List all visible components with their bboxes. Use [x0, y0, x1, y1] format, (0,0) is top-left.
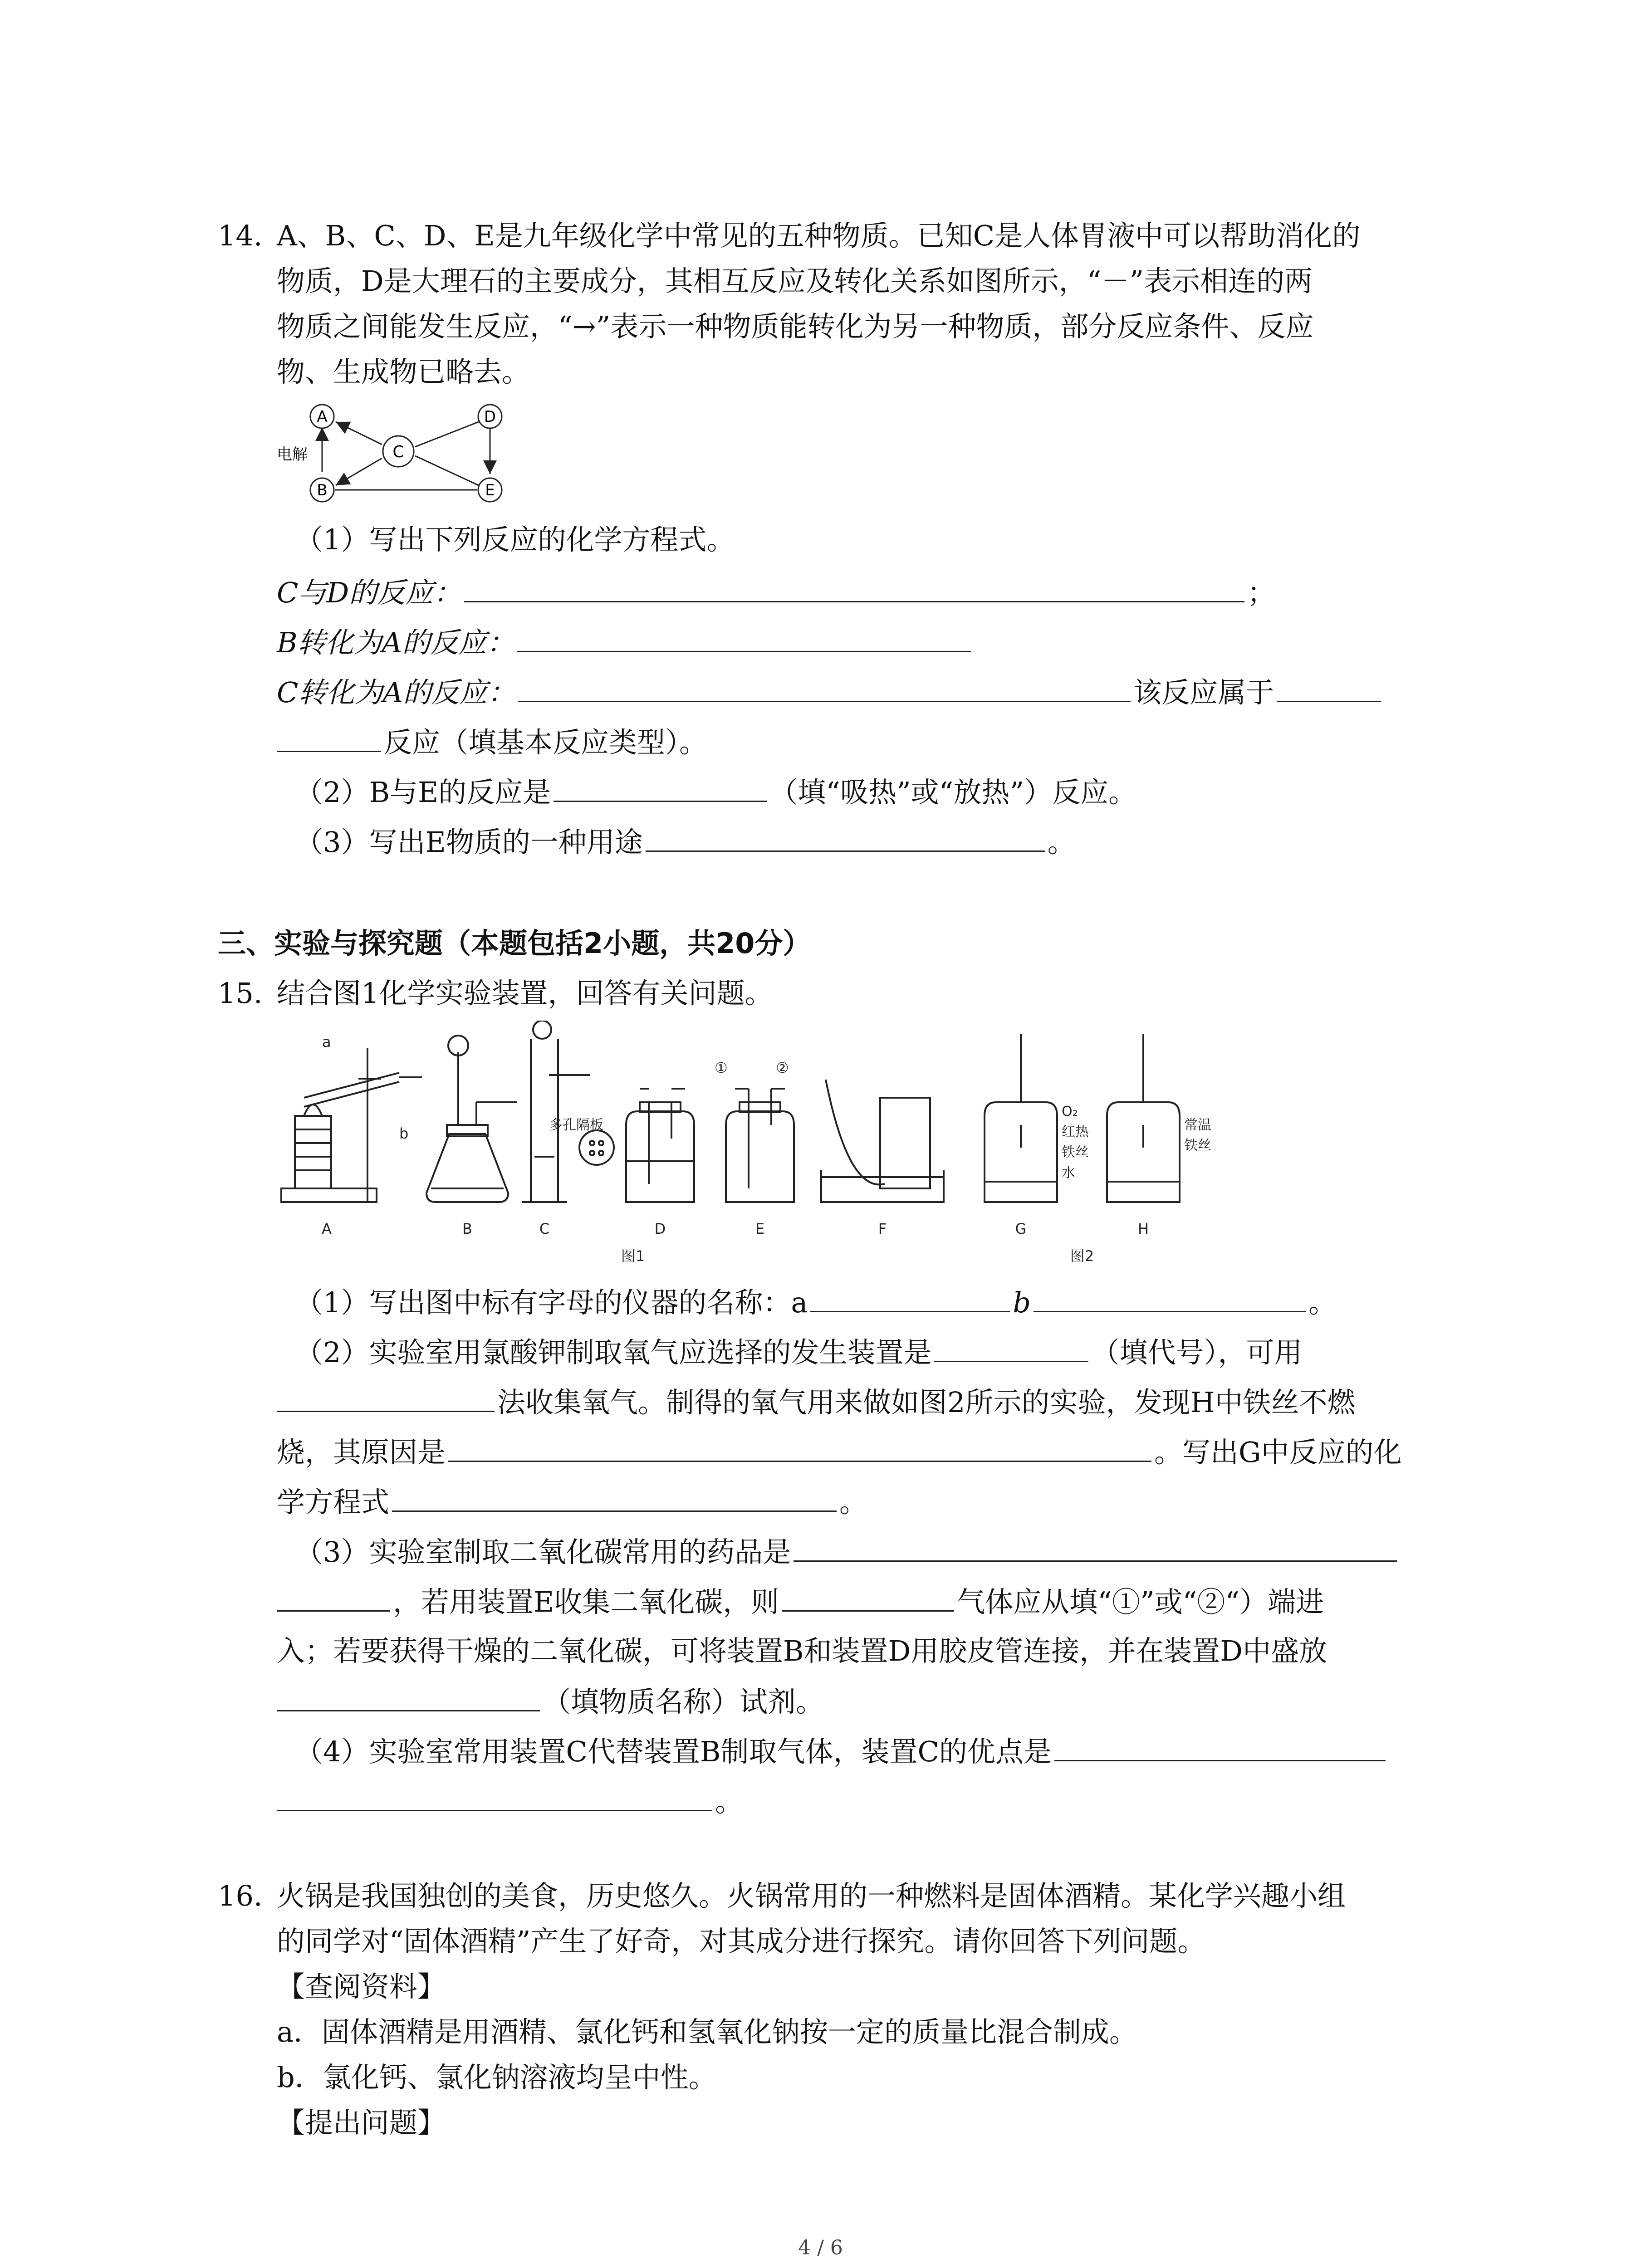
q14-cd-label: C与D的反应： — [277, 576, 462, 609]
fig-label-a: a — [322, 1033, 331, 1051]
q14-relation-diagram — [277, 399, 522, 513]
fig-port-1: ① — [715, 1059, 728, 1076]
q14-ca-row2 — [277, 719, 707, 765]
q16-question-title: 【提出问题】 — [277, 2106, 446, 2139]
q14-ca-mid: 该反应属于 — [1133, 676, 1274, 709]
q14-part2-hint: （填“吸热”或“放热”）反应。 — [769, 776, 1137, 809]
svg-text:D: D — [484, 408, 496, 426]
q15-apparatus-figure — [277, 1021, 1230, 1275]
diagram-node-d — [478, 405, 502, 428]
fig-label-iron-wire: 铁丝 — [1062, 1144, 1089, 1160]
fig1-caption: 图1 — [621, 1247, 645, 1265]
fig-letter-f: F — [878, 1220, 887, 1237]
q15-p2-row3 — [277, 1429, 1402, 1475]
fig-letter-d: D — [654, 1220, 666, 1237]
svg-text:A: A — [317, 408, 328, 426]
q15-p1-label: （1）写出图中标有字母的仪器的名称：a — [295, 1286, 808, 1319]
q15-p4-row1 — [295, 1728, 1388, 1774]
q14-ca-row — [277, 669, 1384, 715]
q15-blank-port[interactable] — [782, 1579, 954, 1612]
q14-cd-blank[interactable] — [464, 569, 1244, 602]
q14-text-line4: 物、生成物已略去。 — [277, 355, 530, 388]
q15-p3-row1 — [295, 1529, 1400, 1575]
q16-text-line2: 的同学对“固体酒精”产生了好奇，对其成分进行探究。请你回答下列问题。 — [277, 1925, 1206, 1958]
diagram-node-e — [478, 478, 502, 502]
fig-letter-g: G — [1015, 1220, 1027, 1237]
q15-p3-a: （3）实验室制取二氧化碳常用的药品是 — [295, 1535, 791, 1569]
q15-blank-reason[interactable] — [448, 1429, 1151, 1462]
q14-part2-row — [295, 769, 1136, 815]
fig-label-iron-wire-h: 铁丝 — [1184, 1138, 1211, 1154]
fig-letter-h: H — [1137, 1220, 1149, 1237]
q14-part3-end: 。 — [1047, 826, 1076, 859]
q15-p3-row2 — [277, 1579, 1324, 1625]
q15-p1-end: 。 — [1308, 1286, 1337, 1319]
q14-ba-row — [277, 619, 974, 665]
q15-p2-row1 — [295, 1329, 1302, 1375]
q16-ref-title: 【查阅资料】 — [277, 1970, 446, 2003]
section3-heading: 三、实验与探究题（本题包括2小题，共20分） — [218, 927, 811, 960]
q14-text-line1: A、B、C、D、E是九年级化学中常见的五种物质。已知C是人体胃液中可以帮助消化的 — [277, 219, 1361, 252]
q15-p3-row4 — [277, 1678, 824, 1725]
q15-blank-b[interactable] — [1034, 1279, 1306, 1312]
q14-number: 14. — [218, 219, 263, 252]
svg-text:E: E — [485, 481, 495, 499]
fig2-caption: 图2 — [1070, 1247, 1094, 1265]
q14-ca-blank[interactable] — [518, 669, 1131, 702]
fig-letter-c: C — [539, 1220, 550, 1237]
diagram-node-b — [310, 478, 334, 502]
q14-type-blank-b[interactable] — [277, 719, 381, 752]
q15-blank-reagent[interactable] — [277, 1678, 540, 1711]
fig-label-o2: O₂ — [1062, 1104, 1078, 1119]
q15-p1-b: b — [1013, 1286, 1031, 1319]
q15-p2-e: 。写出G中反应的化 — [1154, 1436, 1402, 1469]
svg-text:B: B — [317, 481, 328, 499]
q14-type-blank-a[interactable] — [1277, 669, 1381, 702]
q15-p2-row2 — [277, 1379, 1356, 1425]
q14-cd-row — [277, 569, 1275, 616]
q14-text-line2: 物质，D是大理石的主要成分，其相互反应及转化关系如图所示，“－”表示相连的两 — [277, 264, 1313, 298]
q15-p2-b: （填代号），可用 — [1091, 1336, 1303, 1369]
q15-p3-b: ，若用装置E收集二氧化碳，则 — [393, 1585, 779, 1618]
q15-blank-drugs-a[interactable] — [794, 1529, 1397, 1562]
fig-label-water: 水 — [1062, 1165, 1075, 1181]
q14-part3-label: （3）写出E物质的一种用途 — [295, 826, 643, 859]
fig-letter-a: A — [322, 1220, 332, 1237]
q14-ba-blank[interactable] — [517, 619, 971, 652]
fig-label-room-temp: 常温 — [1184, 1117, 1211, 1133]
diagram-node-c — [383, 436, 414, 467]
q14-part3-blank[interactable] — [646, 819, 1045, 852]
fig-label-porous: 多孔隔板 — [549, 1117, 603, 1133]
q15-blank-collect[interactable] — [277, 1379, 495, 1412]
q15-p3-c: 气体应从填“①”或“②“）端进 — [957, 1585, 1324, 1618]
q16-number: 16. — [218, 1879, 263, 1912]
q14-part3-row — [295, 819, 1076, 865]
q14-ba-label: B转化为A的反应： — [277, 626, 515, 659]
fig-port-2: ② — [776, 1059, 789, 1076]
fig-label-b: b — [399, 1125, 409, 1142]
q15-blank-generator[interactable] — [934, 1329, 1088, 1362]
q15-p2-g: 。 — [839, 1486, 868, 1519]
q15-p2-a: （2）实验室用氯酸钾制取氧气应选择的发生装置是 — [295, 1336, 932, 1369]
q14-text-line3: 物质之间能发生反应，“→”表示一种物质能转化为另一种物质，部分反应条件、反应 — [277, 310, 1314, 343]
q15-p4-end: 。 — [715, 1785, 744, 1818]
q15-p2-f: 学方程式 — [277, 1486, 390, 1519]
q14-part1: （1）写出下列反应的化学方程式。 — [295, 523, 735, 556]
fig-letter-b: B — [462, 1220, 472, 1237]
q16-text-line1: 火锅是我国独创的美食，历史悠久。火锅常用的一种燃料是固体酒精。某化学兴趣小组 — [277, 1879, 1346, 1912]
q15-blank-advantage-b[interactable] — [277, 1778, 712, 1811]
q15-blank-drugs-b[interactable] — [277, 1579, 390, 1612]
q15-p4-a: （4）实验室常用装置C代替装置B制取气体，装置C的优点是 — [295, 1735, 1052, 1768]
q15-blank-a[interactable] — [810, 1279, 1010, 1312]
q15-p2-d: 烧，其原因是 — [277, 1436, 446, 1469]
q15-intro: 结合图1化学实验装置，回答有关问题。 — [277, 977, 773, 1010]
svg-text:C: C — [392, 443, 404, 461]
q15-p3-e: （填物质名称）试剂。 — [543, 1685, 824, 1718]
q16-ref-b: b．氯化钙、氯化钠溶液均呈中性。 — [277, 2061, 717, 2094]
q15-number: 15. — [218, 977, 263, 1010]
q15-blank-advantage-a[interactable] — [1054, 1728, 1386, 1761]
fig-letter-e: E — [755, 1220, 765, 1237]
page-number: 4 / 6 — [798, 2236, 843, 2259]
q14-part2-blank[interactable] — [554, 769, 767, 802]
q14-cd-end: ； — [1247, 576, 1276, 609]
q15-p2-c: 法收集氧气。制得的氧气用来做如图2所示的实验，发现H中铁丝不燃 — [497, 1386, 1356, 1419]
diagram-node-a — [310, 405, 334, 428]
fig-label-red-hot: 红热 — [1062, 1124, 1089, 1140]
q15-p2-row4 — [277, 1479, 867, 1525]
q14-ca-end: 反应（填基本反应类型）。 — [384, 726, 708, 759]
q14-ca-label: C转化为A的反应： — [277, 676, 516, 709]
q15-p1-row — [295, 1279, 1337, 1325]
diagram-edge-label: 电解 — [277, 445, 308, 464]
q16-ref-a: a．固体酒精是用酒精、氯化钙和氢氧化钠按一定的质量比混合制成。 — [277, 2015, 1137, 2048]
q14-part2-label: （2）B与E的反应是 — [295, 776, 551, 809]
q15-p4-row2 — [277, 1778, 743, 1824]
q15-p3-row3: 入；若要获得干燥的二氧化碳，可将装置B和装置D用胶皮管连接，并在装置D中盛放 — [277, 1634, 1327, 1667]
q15-blank-equation[interactable] — [392, 1479, 837, 1512]
